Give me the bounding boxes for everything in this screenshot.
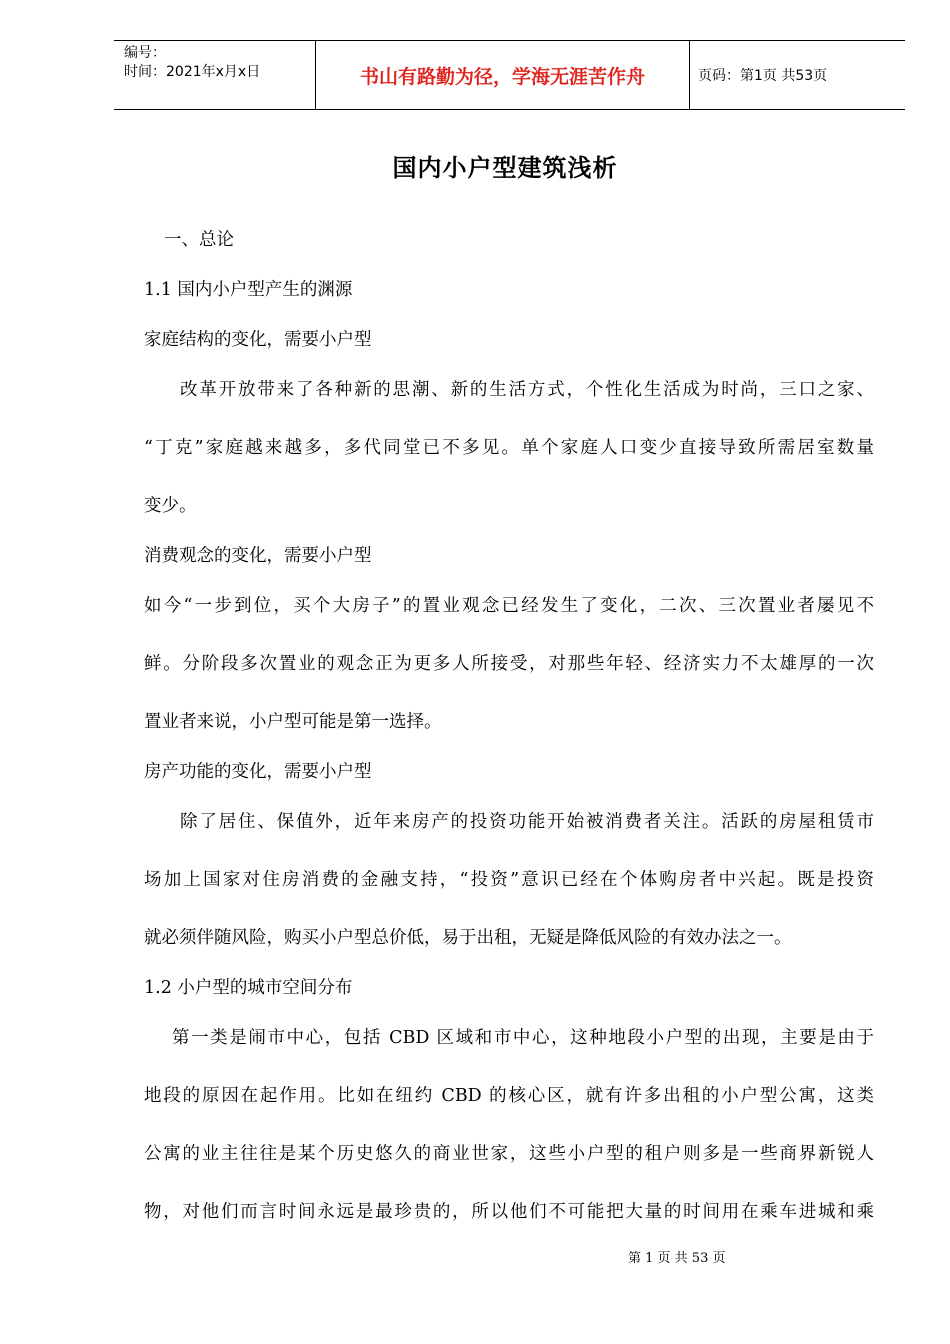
paragraph-line: 除了居住、保值外，近年来房产的投资功能开始被消费者关注。活跃的房屋租赁市	[180, 812, 874, 832]
page-footer: 第 1 页 共 53 页	[628, 1251, 726, 1266]
page-header	[114, 40, 905, 110]
topic-heading: 房产功能的变化，需要小户型	[144, 762, 372, 782]
section-heading: 一、总论	[164, 230, 234, 250]
paragraph-line: 改革开放带来了各种新的思潮、新的生活方式，个性化生活成为时尚，三口之家、	[180, 380, 874, 400]
paragraph-line: 变少。	[144, 496, 197, 516]
topic-heading: 消费观念的变化，需要小户型	[144, 546, 372, 566]
subsection-heading: 1.2 小户型的城市空间分布	[144, 978, 353, 998]
paragraph-line: 场加上国家对住房消费的金融支持，“投资”意识已经在个体购房者中兴起。既是投资	[144, 870, 874, 890]
subsection-heading: 1.1 国内小户型产生的渊源	[144, 280, 353, 300]
paragraph-line: 如今“一步到位，买个大房子”的置业观念已经发生了变化，二次、三次置业者屡见不	[144, 596, 874, 616]
paragraph-line: 公寓的业主往往是某个历史悠久的商业世家，这些小户型的租户则多是一些商界新锐人	[144, 1144, 874, 1164]
header-meta	[114, 41, 316, 109]
paragraph-line: 就必须伴随风险，购买小户型总价低，易于出租，无疑是降低风险的有效办法之一。	[144, 928, 792, 948]
paragraph-line: 置业者来说，小户型可能是第一选择。	[144, 712, 442, 732]
paragraph-line: 物，对他们而言时间永远是最珍贵的，所以他们不可能把大量的时间用在乘车进城和乘	[144, 1202, 874, 1222]
header-motto: 书山有路勤为径，学海无涯苦作舟	[316, 41, 690, 109]
document-number-label: 编号：	[124, 45, 166, 61]
paragraph-line: 第一类是闹市中心，包括 CBD 区域和市中心，这种地段小户型的出现，主要是由于	[172, 1028, 874, 1048]
document-title: 国内小户型建筑浅析	[392, 154, 618, 182]
paragraph-line: 鲜。分阶段多次置业的观念正为更多人所接受，对那些年轻、经济实力不太雄厚的一次	[144, 654, 874, 674]
paragraph-line: 地段的原因在起作用。比如在纽约 CBD 的核心区，就有许多出租的小户型公寓，这类	[144, 1086, 874, 1106]
header-page-info: 页码：第1页 共53页	[698, 68, 828, 84]
topic-heading: 家庭结构的变化，需要小户型	[144, 330, 372, 350]
document-time-label: 时间：2021年x月x日	[124, 64, 261, 80]
paragraph-line: “丁克”家庭越来越多，多代同堂已不多见。单个家庭人口变少直接导致所需居室数量	[144, 438, 874, 458]
